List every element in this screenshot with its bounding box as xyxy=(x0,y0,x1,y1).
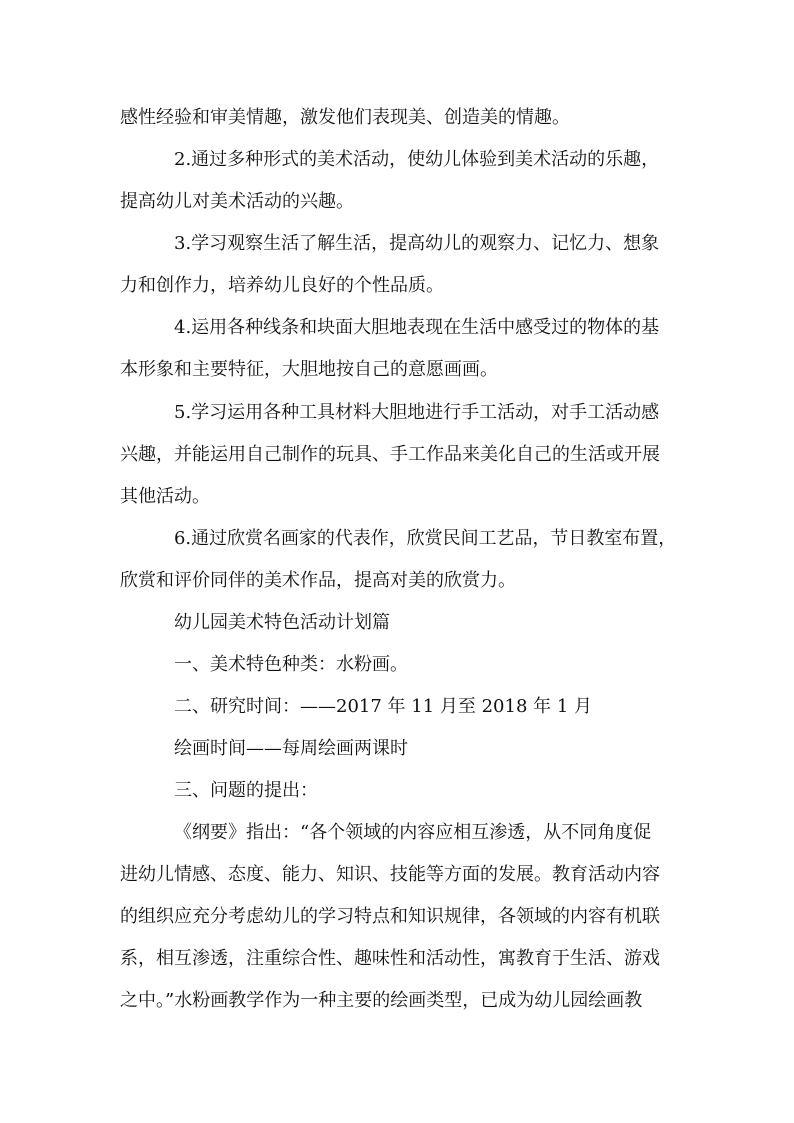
paragraph-line: 之中。”水粉画教学作为一种主要的绘画类型，已成为幼儿园绘画教 xyxy=(120,990,643,1011)
section-title: 幼儿园美术特色活动计划篇 xyxy=(174,612,390,633)
paragraph-line: 力和创作力，培养幼儿良好的个性品质。 xyxy=(120,275,444,296)
paragraph-line: 4.运用各种线条和块面大胆地表现在生活中感受过的物体的基 xyxy=(174,317,660,338)
section-heading: 三、问题的提出： xyxy=(174,780,318,801)
paragraph-line: 进幼儿情感、态度、能力、知识、技能等方面的发展。教育活动内容 xyxy=(120,864,660,885)
paragraph-line: 本形象和主要特征，大胆地按自己的意愿画画。 xyxy=(120,359,498,380)
paragraph-line: 系，相互渗透，注重综合性、趣味性和活动性，寓教育于生活、游戏 xyxy=(120,948,660,969)
paragraph-line: 5.学习运用各种工具材料大胆地进行手工活动，对手工活动感 xyxy=(174,402,660,423)
section-heading: 二、研究时间：——2017 年 11 月至 2018 年 1 月 xyxy=(174,696,593,717)
paragraph-line: 绘画时间——每周绘画两课时 xyxy=(174,738,408,759)
paragraph-line: 的组织应充分考虑幼儿的学习特点和知识规律，各领域的内容有机联 xyxy=(120,906,660,927)
paragraph-line: 6.通过欣赏名画家的代表作，欣赏民间工艺品，节日教室布置， xyxy=(174,528,677,549)
paragraph-line: 其他活动。 xyxy=(120,486,210,507)
paragraph-line: 3.学习观察生活了解生活，提高幼儿的观察力、记忆力、想象 xyxy=(174,233,660,254)
section-heading: 一、美术特色种类：水粉画。 xyxy=(174,654,408,675)
paragraph-line: 2.通过多种形式的美术活动，使幼儿体验到美术活动的乐趣， xyxy=(174,149,660,170)
paragraph-line: 兴趣，并能运用自己制作的玩具、手工作品来美化自己的生活或开展 xyxy=(120,444,660,465)
paragraph-line: 《纲要》指出：“各个领域的内容应相互渗透，从不同角度促 xyxy=(174,822,652,843)
paragraph-line: 提高幼儿对美术活动的兴趣。 xyxy=(120,191,354,212)
paragraph-line: 欣赏和评价同伴的美术作品，提高对美的欣赏力。 xyxy=(120,570,516,591)
paragraph-line: 感性经验和审美情趣，激发他们表现美、创造美的情趣。 xyxy=(120,107,570,128)
